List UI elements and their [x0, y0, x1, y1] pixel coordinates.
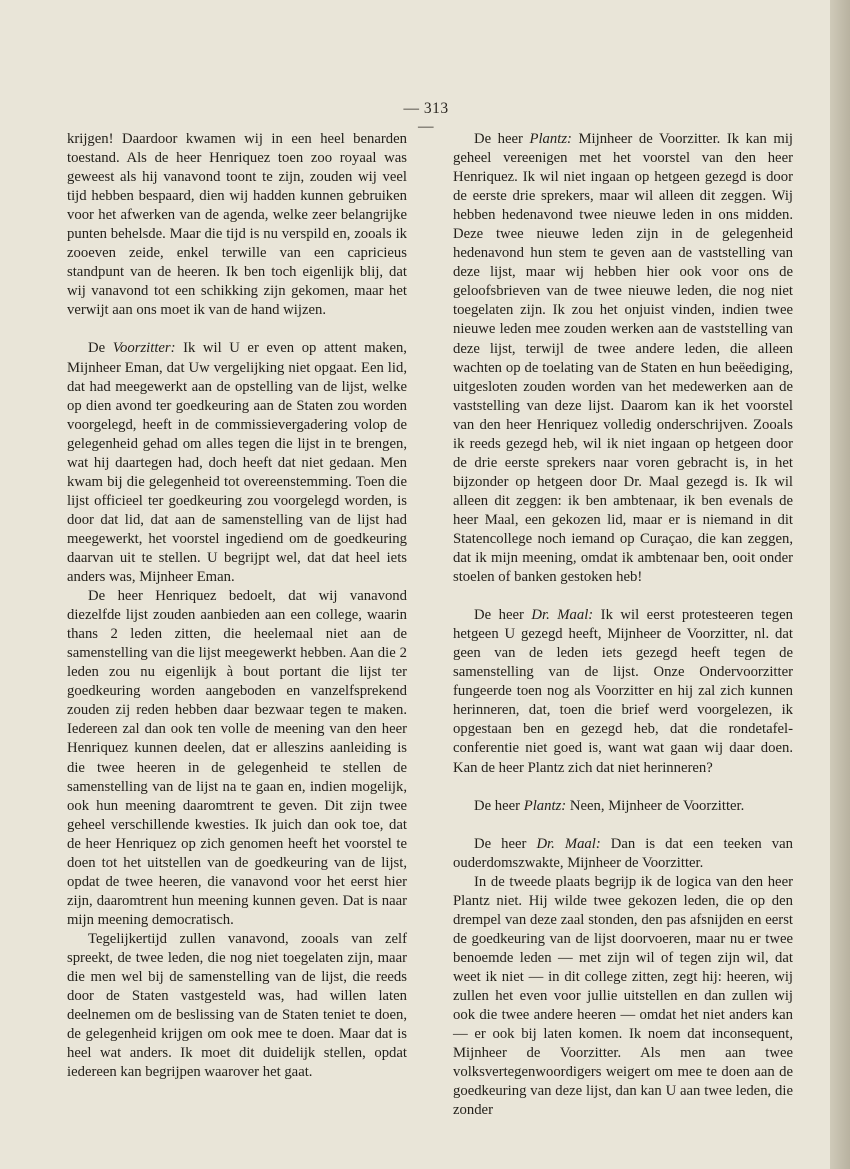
paragraph [453, 606, 793, 777]
paragraph-text: Tegelijkertijd zullen vanavond, zooals van zelf spreekt, de twee leden, die nog niet toegelaten zijn, maar die men wel bij de samenstelling van de lijst, die reeds door de Staten vastgesteld was, had willen laten deelnemen om de beslissing van de Staten teniet te doen, de gelegenheid krijgen om ook mee te doen. Maar dat is heel wat anders. Ik moet dit duidelijk stellen, opdat iedereen kan begrijpen waarover het gaat. [67, 930, 407, 1081]
paragraph-text: Mijnheer de Voorzitter. Ik kan mij geheel vereenigen met het voorstel van den heer Henriquez. Ik wil niet ingaan op hetgeen gezegd is door de eerste drie sprekers, maar wil alleen dit zeggen. Wij hebben hedenavond twee nieuwe leden in ons midden. Deze twee nieuwe leden zijn in de gelegenheid hedenavond hun stem te geven aan de vaststelling van deze lijst, maar wij hebben hier ook voor ons de geloofsbrieven van de twee nieuwe leden, die nog niet toegelaten zijn. Ik zou het onjuist vinden, indien twee nieuwe leden mee zouden werken aan de vaststelling van deze lijst, terwijl de twee andere leden, die alleen wachten op de toelating van de Staten en hun beëediging, uitgesloten zouden worden van het medewerken aan de vaststelling van deze lijst. Daarom kan ik het voorstel van den heer Henriquez volledig onderschrijven. Zooals ik reeds gezegd heb, wil ik niet ingaan op hetgeen door de drie eerste sprekers naar voren gebracht is, in het bijzonder op hetgeen door Dr. Maal gezegd is. Ik wil alleen dit zeggen: ik ben ambtenaar, ik ben evenals de heer Maal, een gekozen lid, maar er is niemand in dit Statencollege noch iemand op Curaçao, die kan zeggen, dat ik mijn meening, omdat ik ambtenaar ben, ooit onder stoelen of banken gestoken heb! [453, 131, 793, 586]
paragraph-text: Neen, Mijnheer de Voorzitter. [566, 797, 745, 814]
speaker-prefix: De heer [474, 131, 530, 147]
left-column [67, 130, 407, 1082]
paragraph [67, 130, 407, 320]
speaker-name: Plantz: [529, 131, 572, 147]
speaker-prefix: De heer [474, 607, 532, 624]
paragraph-text: De heer Henriquez bedoelt, dat wij vanavond diezelfde lijst zouden aanbieden aan een college, waarin thans 2 leden zitten, die heelemaal niet aan de samenstelling van die lijst meegewerkt hebben. Aan die 2 leden zou nu eigenlijk à bout portant die lijst ter goedkeuring worden aangeboden en vanzelfsprekend zouden zij reden hebben daar bezwaar tegen te maken. Iedereen zal dan ook ten volle de meening van den heer Henriquez kunnen deelen, dat er alleszins aanleiding is die twee heeren in de gelegenheid te stellen de samenstelling van de lijst na te gaan en, indien mogelijk, ook hun meening daaromtrent te geven. Dit zijn twee geheel verschillende kwesties. Ik juich dan ook toe, dat de heer Henriquez op zich genomen heeft het voorstel te doen tot het uitstellen van de goedkeuring van de lijst, opdat de twee heeren, die vanavond voor het eerst hier zijn, daaromtrent hun meening kunnen geven. Dat is naar mijn meening democratisch. [67, 588, 407, 928]
speaker-name: Plantz: [523, 797, 567, 814]
speaker-name: Dr. Maal: [536, 835, 601, 852]
speaker-prefix: De [88, 340, 113, 357]
speaker-name: Dr. Maal: [531, 607, 594, 624]
paragraph [453, 130, 793, 587]
page-number: — 313 — [403, 100, 449, 135]
paragraph [453, 873, 793, 1121]
speaker-name: Voorzitter: [112, 340, 176, 357]
page-edge [830, 0, 850, 1169]
paragraph-text: Dan is dat een teeken van ouderdomszwakte, Mijnheer de Voorzitter. [453, 835, 794, 871]
right-column [453, 130, 793, 1120]
paragraph [67, 339, 407, 587]
paragraph-text: krijgen! Daardoor kwamen wij in een heel benarden toestand. Als de heer Henriquez toen zoo royaal was geweest als hij vanavond toont te zijn, zouden wij veel tijd hebben bespaard, dien wij hadden kunnen gebruiken voor het afwerken van de agenda, welke zeer belangrijke punten behelsde. Maar die tijd is nu verspild en, zooals ik zooeven zeide, enkel terwille van een capricieus standpunt van de heeren. Ik ben toch eigenlijk blij, dat wij vanavond tot een schikking zijn gekomen, maar het verwijt aan ons moet ik van de hand wijzen. [67, 131, 407, 319]
paragraph-text: Ik wil eerst protesteeren tegen hetgeen U gezegd heeft, Mijnheer de Voorzitter, nl. dat geen van de leden iets gezegd heeft tegen de samenstelling van de lijst. Onze Ondervoorzitter fungeerde toen nog als Voorzitter en hij zal zich kunnen herinneren, dat, toen die brief werd voorgelezen, ik opgestaan ben en gezegd heb, dat die rondetafel-conferentie niet goed is, want wat gaan wij daar doen. Kan de heer Plantz zich dat niet herinneren? [453, 607, 793, 776]
paragraph [453, 835, 793, 873]
speaker-prefix: De heer [474, 835, 537, 852]
speaker-prefix: De heer [474, 797, 524, 814]
paragraph-text: Ik wil U er even op attent maken, Mijnheer Eman, dat Uw vergelijking niet opgaat. Een lid, dat had meegewerkt aan de opstelling van de lijst, welke op dien avond ter goedkeuring aan de Staten zou worden voorgelegd, heeft in de commissievergadering volop de gelegenheid gehad om alles tegen die lijst in te brengen, wat hij daartegen had, doch heeft dat niet gedaan. Men kwam bij die gelegenheid tot overeenstemming. Toen die lijst officieel ter goedkeuring zou voorgelegd worden, is door dat lid, dat aan de samenstelling van de lijst had meegewerkt, het voorstel ingediend om de goedkeuring daarvan uit te stellen. U begrijpt wel, dat dat heel iets anders was, Mijnheer Eman. [67, 340, 407, 586]
paragraph [453, 797, 793, 816]
paragraph-text: In de tweede plaats begrijp ik de logica van den heer Plantz niet. Hij wilde twee gekozen leden, die op den drempel van deze zaal stonden, den pas afsnijden en eerst de goedkeuring van de lijst doorvoeren, maar nu er twee benoemde leden — met zijn wil of tegen zijn wil, dat weet ik niet — in dit college zitten, zegt hij: heeren, wij zullen het even voor jullie uitstellen en dan zullen wij ook die twee andere heeren — omdat het niet anders kan — er ook bij laten komen. Ik noem dat inconsequent, Mijnheer de Voorzitter. Als men aan twee volksvertegenwoordigers weigert om mee te doen aan de goedkeuring van deze lijst, dan kan U aan twee leden, die zonder [453, 873, 793, 1119]
paragraph [67, 587, 407, 930]
paragraph [67, 930, 407, 1082]
